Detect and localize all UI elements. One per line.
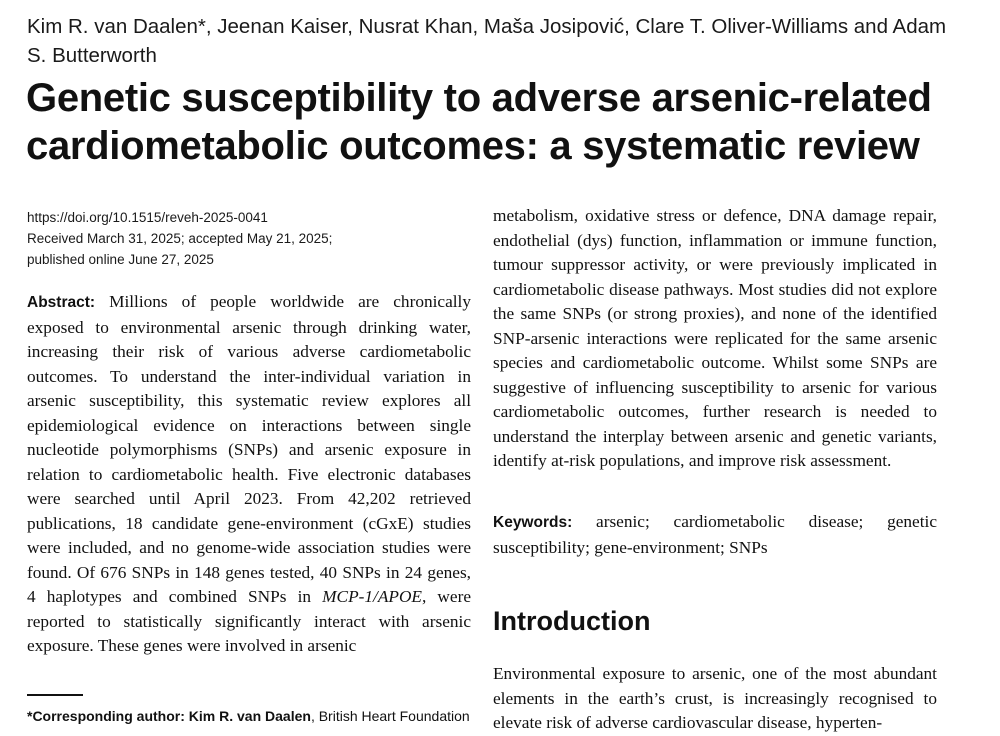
- author-list: Kim R. van Daalen*, Jeenan Kaiser, Nusrat Khan, Maša Josipović, Clare T. Oliver-Williams and Adam S. Butterworth: [27, 15, 947, 67]
- keywords-label: Keywords:: [493, 514, 573, 531]
- received-dates: Received March 31, 2025; accepted May 21, 2025;: [27, 231, 333, 246]
- doi-link[interactable]: https://doi.org/10.1515/reveh-2025-0041: [27, 210, 268, 225]
- article-title: Genetic susceptibility to adverse arsenic-related cardiometabolic outcomes: a systematic review: [26, 76, 932, 168]
- abstract: [27, 290, 471, 659]
- abstract-gene-italic: MCP-1/APOE: [322, 587, 422, 606]
- section-heading-introduction: Introduction: [493, 606, 651, 636]
- abstract-continuation: [493, 204, 937, 474]
- footnote-label: *Corresponding author: Kim R. van Daalen: [27, 708, 311, 724]
- footnote-rule: [27, 694, 83, 696]
- abstract-text-part1: Millions of people worldwide are chronically exposed to environmental arsenic through drinking water, increasing their risk of various adverse cardiometabolic outcomes. To understand the inter-individual variation in arsenic susceptibility, this systematic review explores all epidemiological evidence on interactions between single nucleotide polymorphisms (SNPs) and arsenic exposure in relation to cardiometabolic health. Five electronic databases were searched until April 2023. From 42,202 retrieved publications, 18 candidate gene-environment (cGxE) studies were included, and no genome-wide association studies were found. Of 676 SNPs in 148 genes tested, 40 SNPs in 24 genes, 4 haplotypes and combined SNPs in: [27, 292, 471, 606]
- corresponding-author-footnote: [27, 706, 477, 726]
- abstract-continuation-text: metabolism, oxidative stress or defence, DNA damage repair, endothelial (dys) function, inflammation or immune function, tumour suppressor activity, or were previously implicated in cardiometabolic disease pathways. Most studies did not explore the same SNPs (or strong proxies), and none of the identified SNP-arsenic interactions were replicated for the same arsenic species and cardiometabolic outcome. Whilst some SNPs are suggestive of influencing susceptibility to arsenic for various cardiometabolic outcomes, further research is needed to understand the interplay between arsenic and genetic variants, identify at-risk populations, and improve risk assessment.: [493, 206, 937, 470]
- article-meta: [27, 207, 467, 270]
- introduction-body: [493, 662, 937, 736]
- footnote-affiliation: , British Heart Foundation: [310, 708, 470, 724]
- keywords: [493, 510, 937, 560]
- keywords-text: arsenic; cardiometabolic disease; genetic susceptibility; gene-environment; SNPs: [493, 512, 937, 557]
- published-date: published online June 27, 2025: [27, 252, 214, 267]
- introduction-text: Environmental exposure to arsenic, one of the most abundant elements in the earth’s crust, is increasingly recognised to elevate risk of adverse cardiovascular disease, hyperten-: [493, 664, 937, 732]
- abstract-label: Abstract:: [27, 294, 96, 311]
- abstract-text-part2: , were reported to statistically significantly interact with arsenic exposure. These genes were involved in arsenic: [27, 587, 471, 655]
